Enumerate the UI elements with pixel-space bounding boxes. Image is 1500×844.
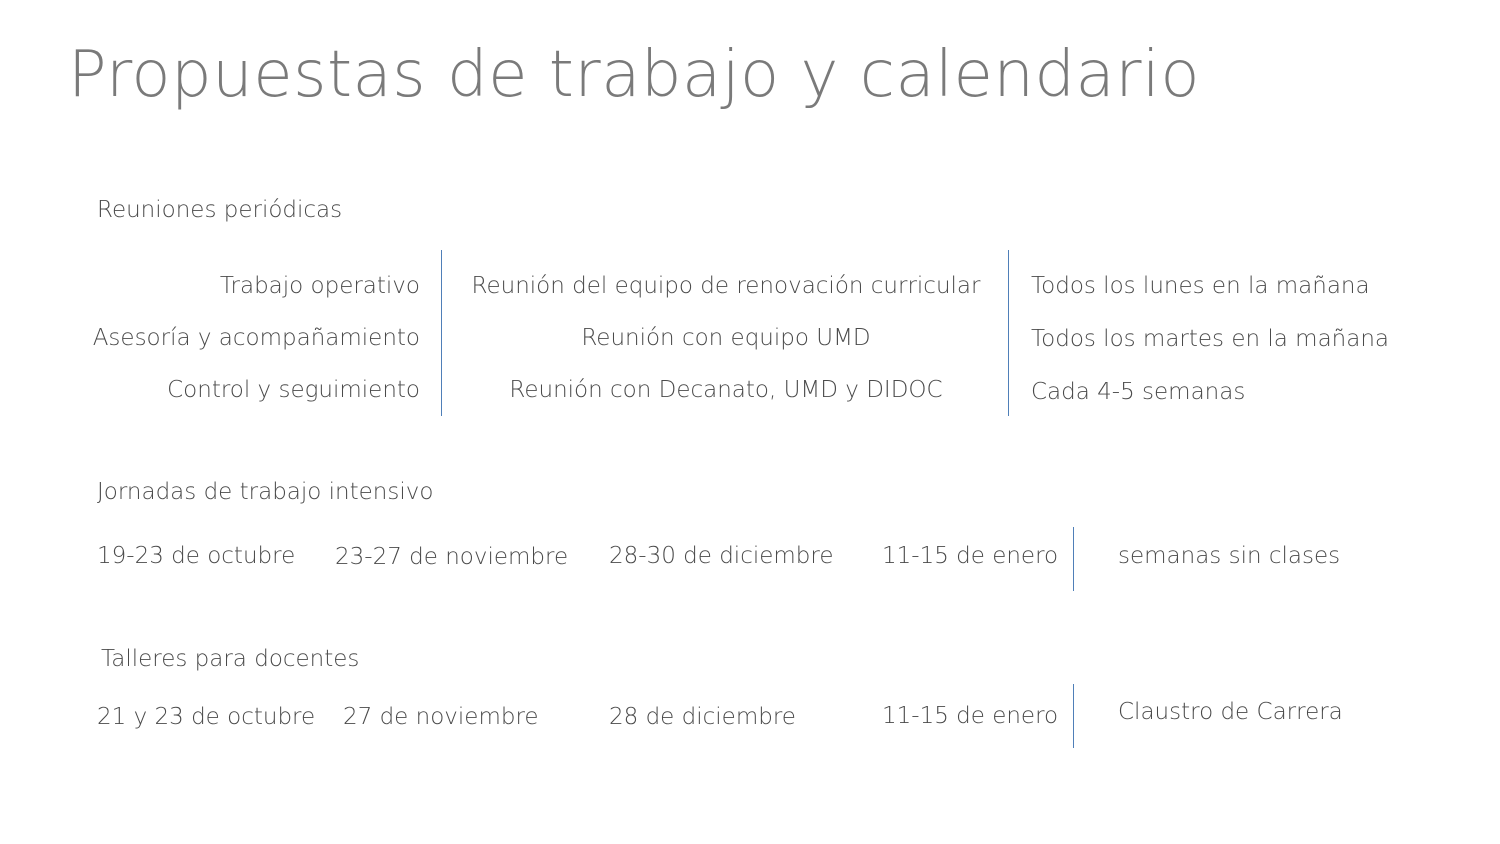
reunion-frequency-1: Todos los lunes en la mañana — [1031, 273, 1370, 299]
taller-date-4: 11-15 de enero — [882, 703, 1059, 729]
reunion-meeting-1: Reunión del equipo de renovación curricular — [471, 273, 981, 299]
divider-line — [1073, 527, 1074, 591]
jornada-date-2: 23-27 de noviembre — [335, 544, 569, 570]
taller-date-1: 21 y 23 de octubre — [97, 704, 316, 730]
jornada-date-1: 19-23 de octubre — [97, 543, 296, 569]
talleres-note: Claustro de Carrera — [1118, 699, 1343, 725]
divider-line — [1008, 250, 1009, 416]
reunion-frequency-2: Todos los martes en la mañana — [1031, 326, 1390, 352]
taller-date-2: 27 de noviembre — [343, 704, 539, 730]
jornada-date-3: 28-30 de diciembre — [609, 543, 834, 569]
divider-line — [441, 250, 442, 416]
jornadas-heading: Jornadas de trabajo intensivo — [97, 479, 434, 505]
reunion-type-1: Trabajo operativo — [219, 273, 420, 299]
reunion-meeting-2: Reunión con equipo UMD — [581, 325, 871, 351]
reunion-type-2: Asesoría y acompañamiento — [92, 325, 420, 351]
jornada-date-4: 11-15 de enero — [882, 543, 1059, 569]
reunion-frequency-3: Cada 4-5 semanas — [1031, 379, 1246, 405]
page-title: Propuestas de trabajo y calendario — [68, 38, 1200, 112]
reuniones-heading: Reuniones periódicas — [97, 197, 343, 223]
jornadas-note: semanas sin clases — [1118, 543, 1341, 569]
divider-line — [1073, 684, 1074, 748]
reunion-meeting-3: Reunión con Decanato, UMD y DIDOC — [509, 377, 943, 403]
talleres-heading: Talleres para docentes — [101, 646, 360, 672]
reunion-type-3: Control y seguimiento — [167, 377, 420, 403]
taller-date-3: 28 de diciembre — [609, 704, 796, 730]
